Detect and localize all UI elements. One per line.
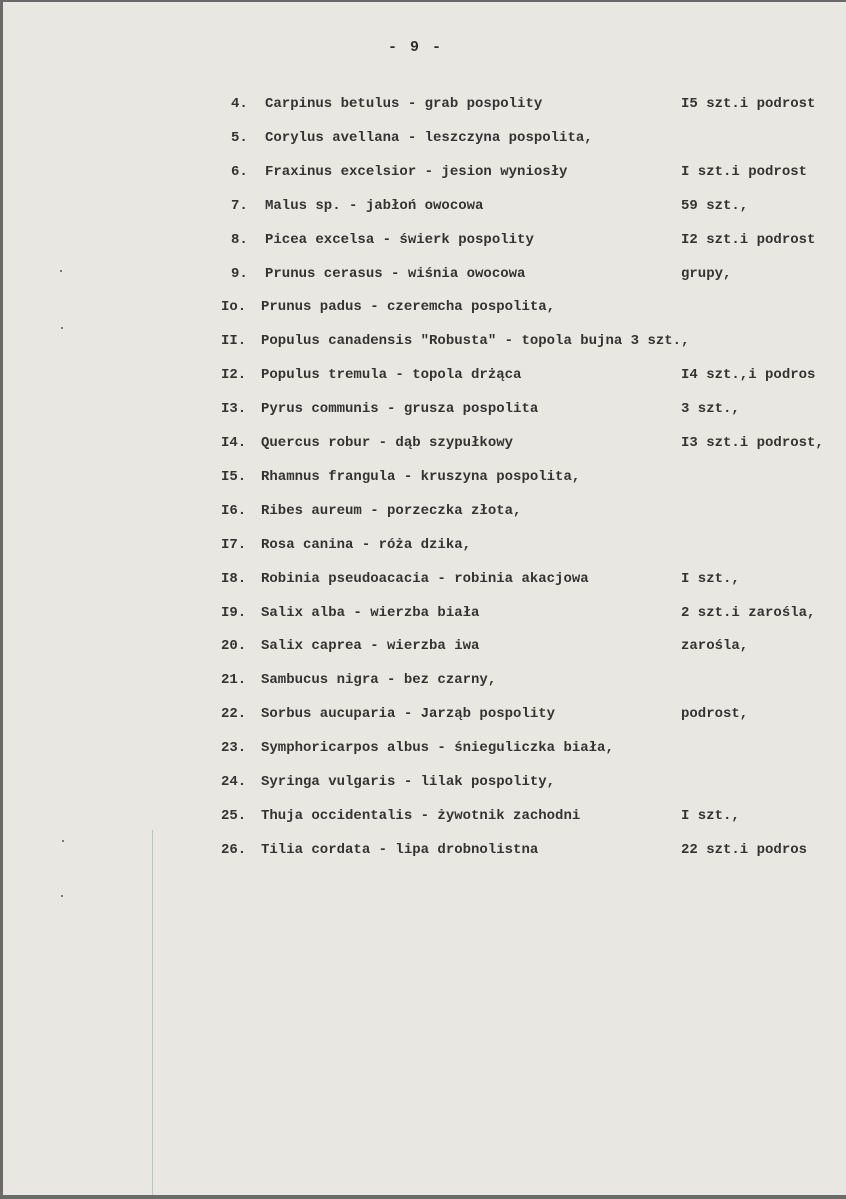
species-name: Symphoricarpos albus - śnieguliczka biała,: [261, 740, 614, 756]
item-number: 23.: [221, 740, 247, 756]
item-number: I6.: [221, 503, 247, 519]
species-name: Tilia cordata - lipa drobnolistna: [261, 842, 539, 858]
list-item: [3, 130, 846, 152]
species-name: Prunus cerasus - wiśnia owocowa: [265, 266, 526, 282]
item-number: 20.: [221, 638, 247, 654]
item-number: 21.: [221, 672, 247, 688]
list-item: [3, 503, 846, 525]
species-name: Thuja occidentalis - żywotnik zachodni: [261, 808, 581, 824]
paper-speck: [60, 270, 62, 272]
list-item: [3, 367, 846, 389]
species-name: Sambucus nigra - bez czarny,: [261, 672, 497, 688]
page-number: - 9 -: [388, 39, 444, 56]
item-number: 24.: [221, 774, 247, 790]
list-item: [3, 605, 846, 627]
species-name: Carpinus betulus - grab pospolity: [265, 96, 543, 112]
species-name: Malus sp. - jabłoń owocowa: [265, 198, 484, 214]
quantity-note: 22 szt.i podros: [681, 842, 808, 858]
species-name: Rhamnus frangula - kruszyna pospolita,: [261, 469, 581, 485]
quantity-note: I5 szt.i podrost: [681, 96, 816, 112]
quantity-note: 59 szt.,: [681, 198, 749, 214]
species-name: Populus canadensis "Robusta" - topola bujna 3 szt.,: [261, 333, 690, 349]
quantity-note: 3 szt.,: [681, 401, 740, 417]
quantity-note: grupy,: [681, 266, 732, 282]
item-number: I7.: [221, 537, 247, 553]
species-name: Syringa vulgaris - lilak pospolity,: [261, 774, 556, 790]
species-name: Robinia pseudoacacia - robinia akacjowa: [261, 571, 589, 587]
species-name: Pyrus communis - grusza pospolita: [261, 401, 539, 417]
species-name: Populus tremula - topola drżąca: [261, 367, 522, 383]
item-number: 6.: [231, 164, 248, 180]
list-item: [3, 266, 846, 288]
quantity-note: podrost,: [681, 706, 749, 722]
species-name: Picea excelsa - świerk pospolity: [265, 232, 534, 248]
list-item: [3, 164, 846, 186]
item-number: 22.: [221, 706, 247, 722]
paper-speck: [61, 895, 63, 897]
quantity-note: I3 szt.i podrost,: [681, 435, 824, 451]
quantity-note: I szt.,: [681, 808, 740, 824]
list-item: [3, 333, 846, 355]
item-number: II.: [221, 333, 247, 349]
item-number: I3.: [221, 401, 247, 417]
quantity-note: I szt.i podrost: [681, 164, 808, 180]
item-number: I8.: [221, 571, 247, 587]
margin-fold-line: [152, 830, 153, 1195]
item-number: I9.: [221, 605, 247, 621]
list-item: [3, 842, 846, 864]
species-name: Sorbus aucuparia - Jarząb pospolity: [261, 706, 556, 722]
species-name: Prunus padus - czeremcha pospolita,: [261, 299, 556, 315]
list-item: [3, 232, 846, 254]
list-item: [3, 299, 846, 321]
species-name: Fraxinus excelsior - jesion wyniosły: [265, 164, 568, 180]
item-number: Io.: [221, 299, 247, 315]
species-name: Corylus avellana - leszczyna pospolita,: [265, 130, 593, 146]
item-number: I2.: [221, 367, 247, 383]
item-number: 26.: [221, 842, 247, 858]
quantity-note: 2 szt.i zarośla,: [681, 605, 816, 621]
list-item: [3, 740, 846, 762]
list-item: [3, 808, 846, 830]
paper-speck: [61, 327, 63, 329]
quantity-note: zarośla,: [681, 638, 749, 654]
list-item: [3, 198, 846, 220]
species-name: Quercus robur - dąb szypułkowy: [261, 435, 514, 451]
quantity-note: I2 szt.i podrost: [681, 232, 816, 248]
list-item: [3, 435, 846, 457]
species-name: Rosa canina - róża dzika,: [261, 537, 472, 553]
document-page: [3, 2, 846, 1195]
list-item: [3, 638, 846, 660]
item-number: 9.: [231, 266, 248, 282]
item-number: 5.: [231, 130, 248, 146]
quantity-note: I4 szt.,i podros: [681, 367, 816, 383]
list-item: [3, 774, 846, 796]
list-item: [3, 537, 846, 559]
item-number: I5.: [221, 469, 247, 485]
paper-speck: [62, 840, 64, 842]
item-number: 25.: [221, 808, 247, 824]
list-item: [3, 469, 846, 491]
item-number: 7.: [231, 198, 248, 214]
list-item: [3, 96, 846, 118]
species-name: Salix alba - wierzba biała: [261, 605, 480, 621]
quantity-note: I szt.,: [681, 571, 740, 587]
list-item: [3, 571, 846, 593]
species-name: Salix caprea - wierzba iwa: [261, 638, 480, 654]
list-item: [3, 706, 846, 728]
list-item: [3, 672, 846, 694]
species-name: Ribes aureum - porzeczka złota,: [261, 503, 522, 519]
item-number: 4.: [231, 96, 248, 112]
item-number: I4.: [221, 435, 247, 451]
item-number: 8.: [231, 232, 248, 248]
list-item: [3, 401, 846, 423]
